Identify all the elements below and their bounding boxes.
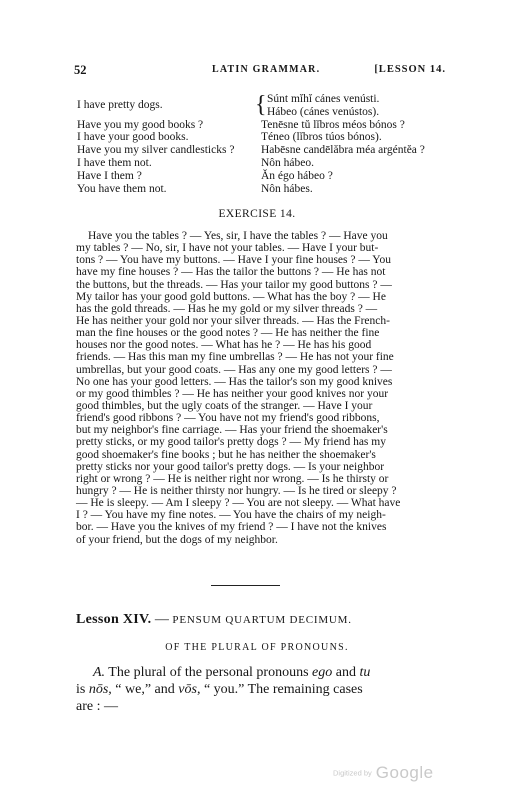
- english-phrase: Have you my good books ?: [77, 118, 204, 131]
- latin-phrase-line: Hábeo (cánes venústos).: [267, 105, 380, 118]
- exercise-line: have my fine houses ? — Has the tailor the buttons ? — He has not: [76, 266, 386, 279]
- phrase-pair: [77, 157, 452, 170]
- latin-phrase: Tenēsne tŭ lĭbros méos bónos ?: [261, 118, 405, 131]
- phrase-pairs: [77, 93, 452, 195]
- lesson-heading: [76, 612, 456, 628]
- phrase-pair: [77, 93, 452, 119]
- phrase-pair: [77, 131, 452, 144]
- exercise-line: friend's good ribbons ? — You have not my friend's good ribbons,: [76, 412, 380, 425]
- paragraph-text: and: [332, 665, 360, 680]
- lesson-label: Lesson XIV.: [76, 612, 152, 627]
- paragraph-text: , “ we,” and: [108, 682, 179, 697]
- google-watermark: [333, 763, 434, 783]
- exercise-line: pretty sticks, or my good tailor's pretty dogs ? — My friend has my: [76, 436, 386, 449]
- paragraph-text: is: [76, 682, 89, 697]
- exercise-line: the buttons, but the threads. — Has your tailor my good buttons ? —: [76, 278, 392, 291]
- paragraph-text: The plural of the personal pronouns: [105, 665, 313, 680]
- lesson-latin-title: PENSUM QUARTUM DECIMUM.: [172, 614, 352, 626]
- exercise-line: houses nor the good notes. — What has he ? — He has his good: [76, 339, 372, 352]
- exercise-line: umbrellas, but your good coats. — Has any one my good letters ? —: [76, 363, 392, 376]
- paragraph-line: [76, 664, 448, 681]
- page-number: 52: [74, 63, 87, 77]
- running-lesson: [LESSON 14.: [374, 64, 446, 75]
- latin-phrase: Nôn hábeo.: [261, 156, 315, 169]
- exercise-line: My tailor has your good gold buttons. — What has the boy ? — He: [76, 290, 386, 303]
- latin-phrase: Habēsne candēlăbra méa argéntĕa ?: [261, 144, 425, 157]
- english-phrase: I have pretty dogs.: [77, 99, 163, 111]
- latin-word: nōs: [88, 682, 109, 697]
- paragraph-text: , “ you.” The remaining cases: [196, 682, 363, 697]
- exercise-line: tons ? — You have my buttons. — Have I your fine houses ? — You: [76, 254, 391, 267]
- latin-word: vōs: [178, 682, 197, 697]
- english-phrase: You have them not.: [77, 182, 167, 195]
- latin-phrase-line: Súnt mĭhĭ cánes venústi.: [267, 93, 380, 105]
- latin-phrase: Nôn hábes.: [261, 182, 313, 195]
- english-phrase: Have you my silver candlesticks ?: [77, 144, 235, 157]
- lesson-dash: —: [151, 612, 173, 627]
- paragraph-line: [76, 681, 448, 698]
- paragraph-line: [76, 698, 448, 715]
- exercise-line: man the fine houses or the good notes ? — He has neither the fine: [76, 327, 380, 340]
- grammar-paragraph: [76, 664, 448, 715]
- phrase-pair: [77, 144, 452, 157]
- section-divider: [211, 585, 280, 586]
- exercise-line: — He is sleepy. — Am I sleepy ? — You are not sleepy. — What have: [76, 497, 401, 510]
- paragraph-letter: A.: [93, 665, 106, 680]
- exercise-line: has the gold threads. — Has he my gold or my silver threads ? —: [76, 302, 378, 315]
- exercise-line: Have you the tables ? — Yes, sir, I have the tables ? — Have you: [88, 230, 388, 242]
- google-logo: Google: [375, 763, 434, 782]
- exercise-line: good shoemaker's fine books ; but he has neither the shoemaker's: [76, 448, 376, 461]
- running-title: LATIN GRAMMAR.: [212, 64, 321, 75]
- exercise-line: of your friend, but the dogs of my neighbor.: [76, 533, 278, 546]
- digitized-by-text: Digitized by: [333, 768, 372, 778]
- exercise-line: No one has your good letters. — Has the tailor's son my good knives: [76, 375, 393, 388]
- exercise-text: [76, 230, 449, 546]
- exercise-title: EXERCISE 14.: [218, 208, 296, 220]
- section-subheading: OF THE PLURAL OF PRONOUNS.: [165, 642, 349, 653]
- phrase-pair: [77, 170, 452, 183]
- exercise-line: He has neither your gold nor your silver threads. — Has the French-: [76, 314, 390, 327]
- phrase-pair: [77, 183, 452, 196]
- latin-word: tu: [359, 665, 371, 680]
- phrase-pair: [77, 119, 452, 132]
- running-header: [74, 63, 446, 79]
- brace-symbol: {: [255, 92, 267, 118]
- exercise-line: friends. — Has this man my fine umbrellas ? — He has not your fine: [76, 351, 394, 364]
- english-phrase: I have them not.: [77, 156, 152, 169]
- exercise-line: right or wrong ? — He is neither right nor wrong. — Is he thirsty or: [76, 472, 389, 485]
- english-phrase: I have your good books.: [77, 131, 189, 144]
- exercise-line: my tables ? — No, sir, I have not your tables. — Have I your but-: [76, 242, 379, 255]
- exercise-line: I ? — You have my fine notes. — You have the chairs of my neigh-: [76, 509, 386, 522]
- latin-phrase: [267, 93, 379, 119]
- exercise-line: hungry ? — He is neither thirsty nor hungry. — Is he tired or sleepy ?: [76, 484, 397, 497]
- exercise-line: pretty sticks nor your good tailor's pretty dogs. — Is your neighbor: [76, 460, 385, 473]
- exercise-line: but my neighbor's fine carriage. — Has your friend the shoemaker's: [76, 424, 388, 437]
- latin-phrase: Téneo (lĭbros túos bónos).: [261, 131, 382, 144]
- exercise-line: bor. — Have you the knives of my friend ? — I have not the knives: [76, 521, 387, 534]
- latin-phrase: Ăn égo hábeo ?: [261, 169, 333, 182]
- latin-word: ego: [312, 665, 333, 680]
- exercise-line: good thimbles, but the ugly coats of the stranger. — Have I your: [76, 399, 373, 412]
- english-phrase: Have I them ?: [77, 169, 142, 182]
- paragraph-text: are : —: [76, 699, 118, 714]
- exercise-line: or my good thimbles ? — He has neither your good knives nor your: [76, 387, 389, 400]
